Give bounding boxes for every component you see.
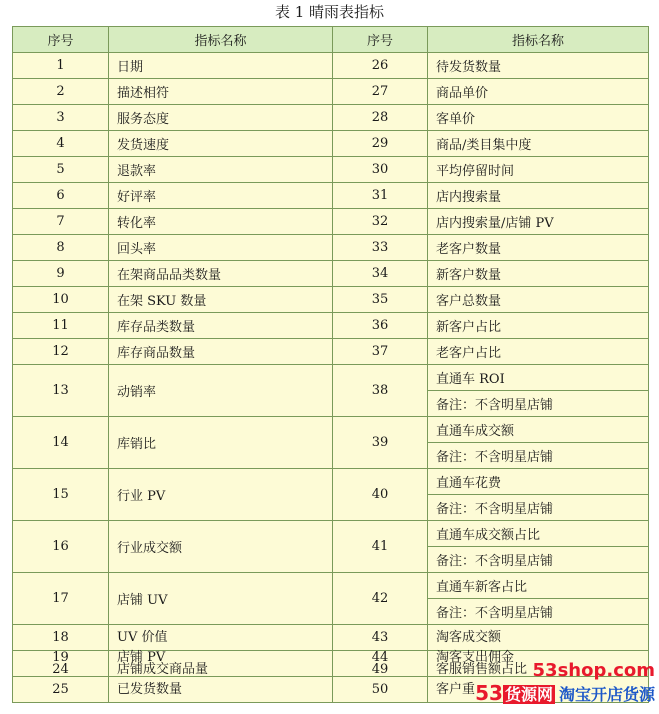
seq-cell: 6 [13,183,109,209]
indicator-name: 库销比 [109,417,333,469]
seq-cell: 25 [13,677,109,703]
indicator-name: 已发货数量 [109,677,333,703]
indicator-name: 店铺 PV 店铺成交商品量 [109,651,333,677]
indicator-name: 客单价 [428,105,649,131]
seq-cell: 5 [13,157,109,183]
seq-cell: 35 [333,287,428,313]
indicator-name: 店内搜索量 [428,183,649,209]
header-name-2: 指标名称 [428,27,649,53]
seq-cell: 38 [333,365,428,417]
indicator-name: 描述相符 [109,79,333,105]
indicator-note: 备注：不含明星店铺 [428,443,649,469]
seq-cell: 12 [13,339,109,365]
table-row [13,417,649,443]
seq-cell: 27 [333,79,428,105]
seq-cell: 19 24 [13,651,109,677]
indicator-name: 平均停留时间 [428,157,649,183]
indicator-name: UV 价值 [109,625,333,651]
indicator-name: 老客户占比 [428,339,649,365]
seq-cell: 11 [13,313,109,339]
seq-cell: 8 [13,235,109,261]
header-name-1: 指标名称 [109,27,333,53]
indicator-name: 淘客成交额 [428,625,649,651]
table-row [13,53,649,79]
table-caption: 表 1 晴雨表指标 [274,3,385,21]
seq-cell: 44 49 [333,651,428,677]
indicator-name: 直通车成交额占比 [428,521,649,547]
indicator-name: 直通车 ROI [428,365,649,391]
seq-cell: 10 [13,287,109,313]
seq-cell: 15 [13,469,109,521]
indicator-name: 商品单价 [428,79,649,105]
watermark-brand-num: 53 [475,681,503,705]
indicator-name: 老客户数量 [428,235,649,261]
indicator-name: 在架商品品类数量 [109,261,333,287]
watermark [475,660,655,705]
seq-cell: 40 [333,469,428,521]
indicator-name: 退款率 [109,157,333,183]
seq-cell: 39 [333,417,428,469]
seq-cell: 2 [13,79,109,105]
seq-cell: 17 [13,573,109,625]
indicator-name: 新客户占比 [428,313,649,339]
table-row [13,183,649,209]
indicator-name: 回头率 [109,235,333,261]
seq-cell: 43 [333,625,428,651]
indicator-name: 库存商品数量 [109,339,333,365]
table-row [13,365,649,391]
seq-cell: 1 [13,53,109,79]
seq-cell: 32 [333,209,428,235]
indicator-note: 备注：不含明星店铺 [428,495,649,521]
indicator-name: 淘客支出佣金 客服销售额占比 [428,651,649,677]
table-row [13,105,649,131]
indicator-name: 好评率 [109,183,333,209]
seq-cell: 37 [333,339,428,365]
table-row [13,521,649,547]
indicator-name: 发货速度 [109,131,333,157]
seq-cell: 33 [333,235,428,261]
table-row [13,573,649,599]
seq-cell: 26 [333,53,428,79]
indicator-name: 客户总数量 [428,287,649,313]
header-seq-2: 序号 [333,27,428,53]
indicator-name: 日期 [109,53,333,79]
indicator-name: 待发货数量 [428,53,649,79]
indicator-name: 直通车新客占比 [428,573,649,599]
table-row [13,339,649,365]
indicator-name: 在架 SKU 数量 [109,287,333,313]
indicator-name: 服务态度 [109,105,333,131]
indicator-name: 行业 PV [109,469,333,521]
table-row [13,313,649,339]
indicator-note: 备注：不含明星店铺 [428,599,649,625]
indicator-name: 新客户数量 [428,261,649,287]
seq-cell: 34 [333,261,428,287]
seq-cell: 16 [13,521,109,573]
indicator-name: 行业成交额 [109,521,333,573]
indicator-note: 备注：不含明星店铺 [428,547,649,573]
table-row [13,157,649,183]
seq-cell: 41 [333,521,428,573]
indicator-name: 店铺 UV [109,573,333,625]
seq-cell: 14 [13,417,109,469]
table-row [13,469,649,495]
watermark-brand-text: 货源网 [504,685,553,704]
table-row [13,131,649,157]
indicator-name: 直通车花费 [428,469,649,495]
seq-cell: 3 [13,105,109,131]
watermark-site: 53shop.com [532,660,655,681]
indicator-name: 转化率 [109,209,333,235]
seq-cell: 9 [13,261,109,287]
seq-cell: 31 [333,183,428,209]
table-row [13,209,649,235]
seq-cell: 13 [13,365,109,417]
seq-cell: 36 [333,313,428,339]
seq-cell: 18 [13,625,109,651]
table-row [13,235,649,261]
seq-cell: 29 [333,131,428,157]
seq-cell: 4 [13,131,109,157]
indicator-note: 备注：不含明星店铺 [428,391,649,417]
indicator-name: 动销率 [109,365,333,417]
seq-cell: 30 [333,157,428,183]
seq-cell: 50 [333,677,428,703]
indicator-name: 直通车成交额 [428,417,649,443]
table-row [13,79,649,105]
header-seq-1: 序号 [13,27,109,53]
indicator-table [12,26,649,703]
table-row [13,287,649,313]
watermark-slogan: 淘宝开店货源 [558,685,655,704]
indicator-name: 店内搜索量/店铺 PV [428,209,649,235]
seq-cell: 7 [13,209,109,235]
seq-cell: 42 [333,573,428,625]
seq-cell: 28 [333,105,428,131]
indicator-name: 库存品类数量 [109,313,333,339]
table-row [13,261,649,287]
table-row [13,625,649,651]
header-row [13,27,649,53]
indicator-name: 客户重 [428,677,649,703]
indicator-name: 商品/类目集中度 [428,131,649,157]
